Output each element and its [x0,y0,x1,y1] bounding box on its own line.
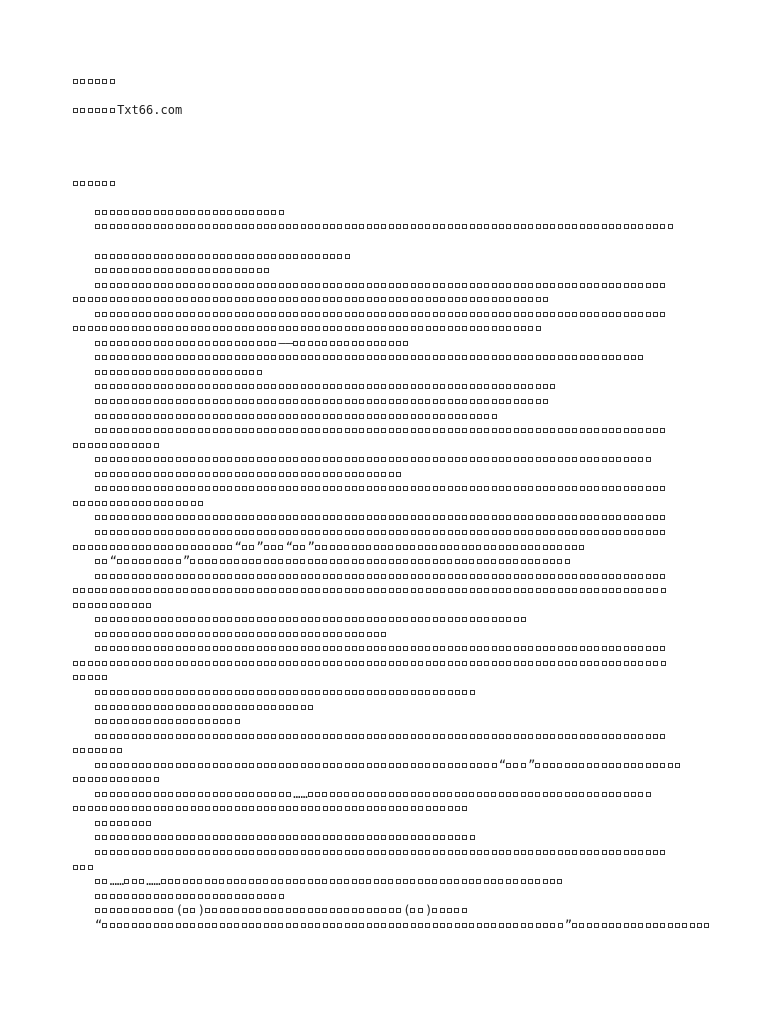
heading-line: Txt66.com [73,103,713,118]
blank-line [73,234,713,249]
text-line: “ ” [73,554,713,569]
text-line [73,481,713,496]
text-line [73,656,713,671]
text-line [73,292,713,307]
text-line [73,743,713,758]
text-line [73,525,713,540]
text-line [73,627,713,642]
text-line [73,263,713,278]
text-line [73,714,713,729]
text-line [73,889,713,904]
blank-line [73,118,713,133]
text-line [73,510,713,525]
text-line [73,830,713,845]
text-line [73,772,713,787]
heading-line [73,74,713,89]
text-line [73,205,713,220]
text-line: “ ” “ ” [73,540,713,555]
text-line [73,467,713,482]
blank-line [73,89,713,104]
blank-line [73,190,713,205]
text-line [73,496,713,511]
text-line: “ ” [73,918,713,933]
text-line [73,685,713,700]
text-line [73,641,713,656]
heading-line [73,176,713,191]
text-line [73,278,713,293]
text-line [73,598,713,613]
text-line [73,452,713,467]
text-line [73,307,713,322]
blank-line [73,147,713,162]
text-line: “ ” [73,758,713,773]
text-line [73,729,713,744]
blank-line [73,161,713,176]
text-line [73,816,713,831]
text-line [73,569,713,584]
text-line: —— [73,336,713,351]
document-body [73,74,713,932]
text-line [73,379,713,394]
text-line [73,350,713,365]
text-line [73,670,713,685]
text-line: ( ) ( ) [73,903,713,918]
text-line [73,365,713,380]
text-line [73,219,713,234]
text-line: …… …… [73,874,713,889]
text-line: …… [73,787,713,802]
text-line [73,394,713,409]
text-line [73,612,713,627]
text-line [73,249,713,264]
text-line [73,801,713,816]
text-line [73,438,713,453]
text-line [73,845,713,860]
text-line [73,583,713,598]
text-line [73,321,713,336]
text-line [73,700,713,715]
blank-line [73,132,713,147]
text-line [73,409,713,424]
text-line [73,423,713,438]
text-line [73,860,713,875]
